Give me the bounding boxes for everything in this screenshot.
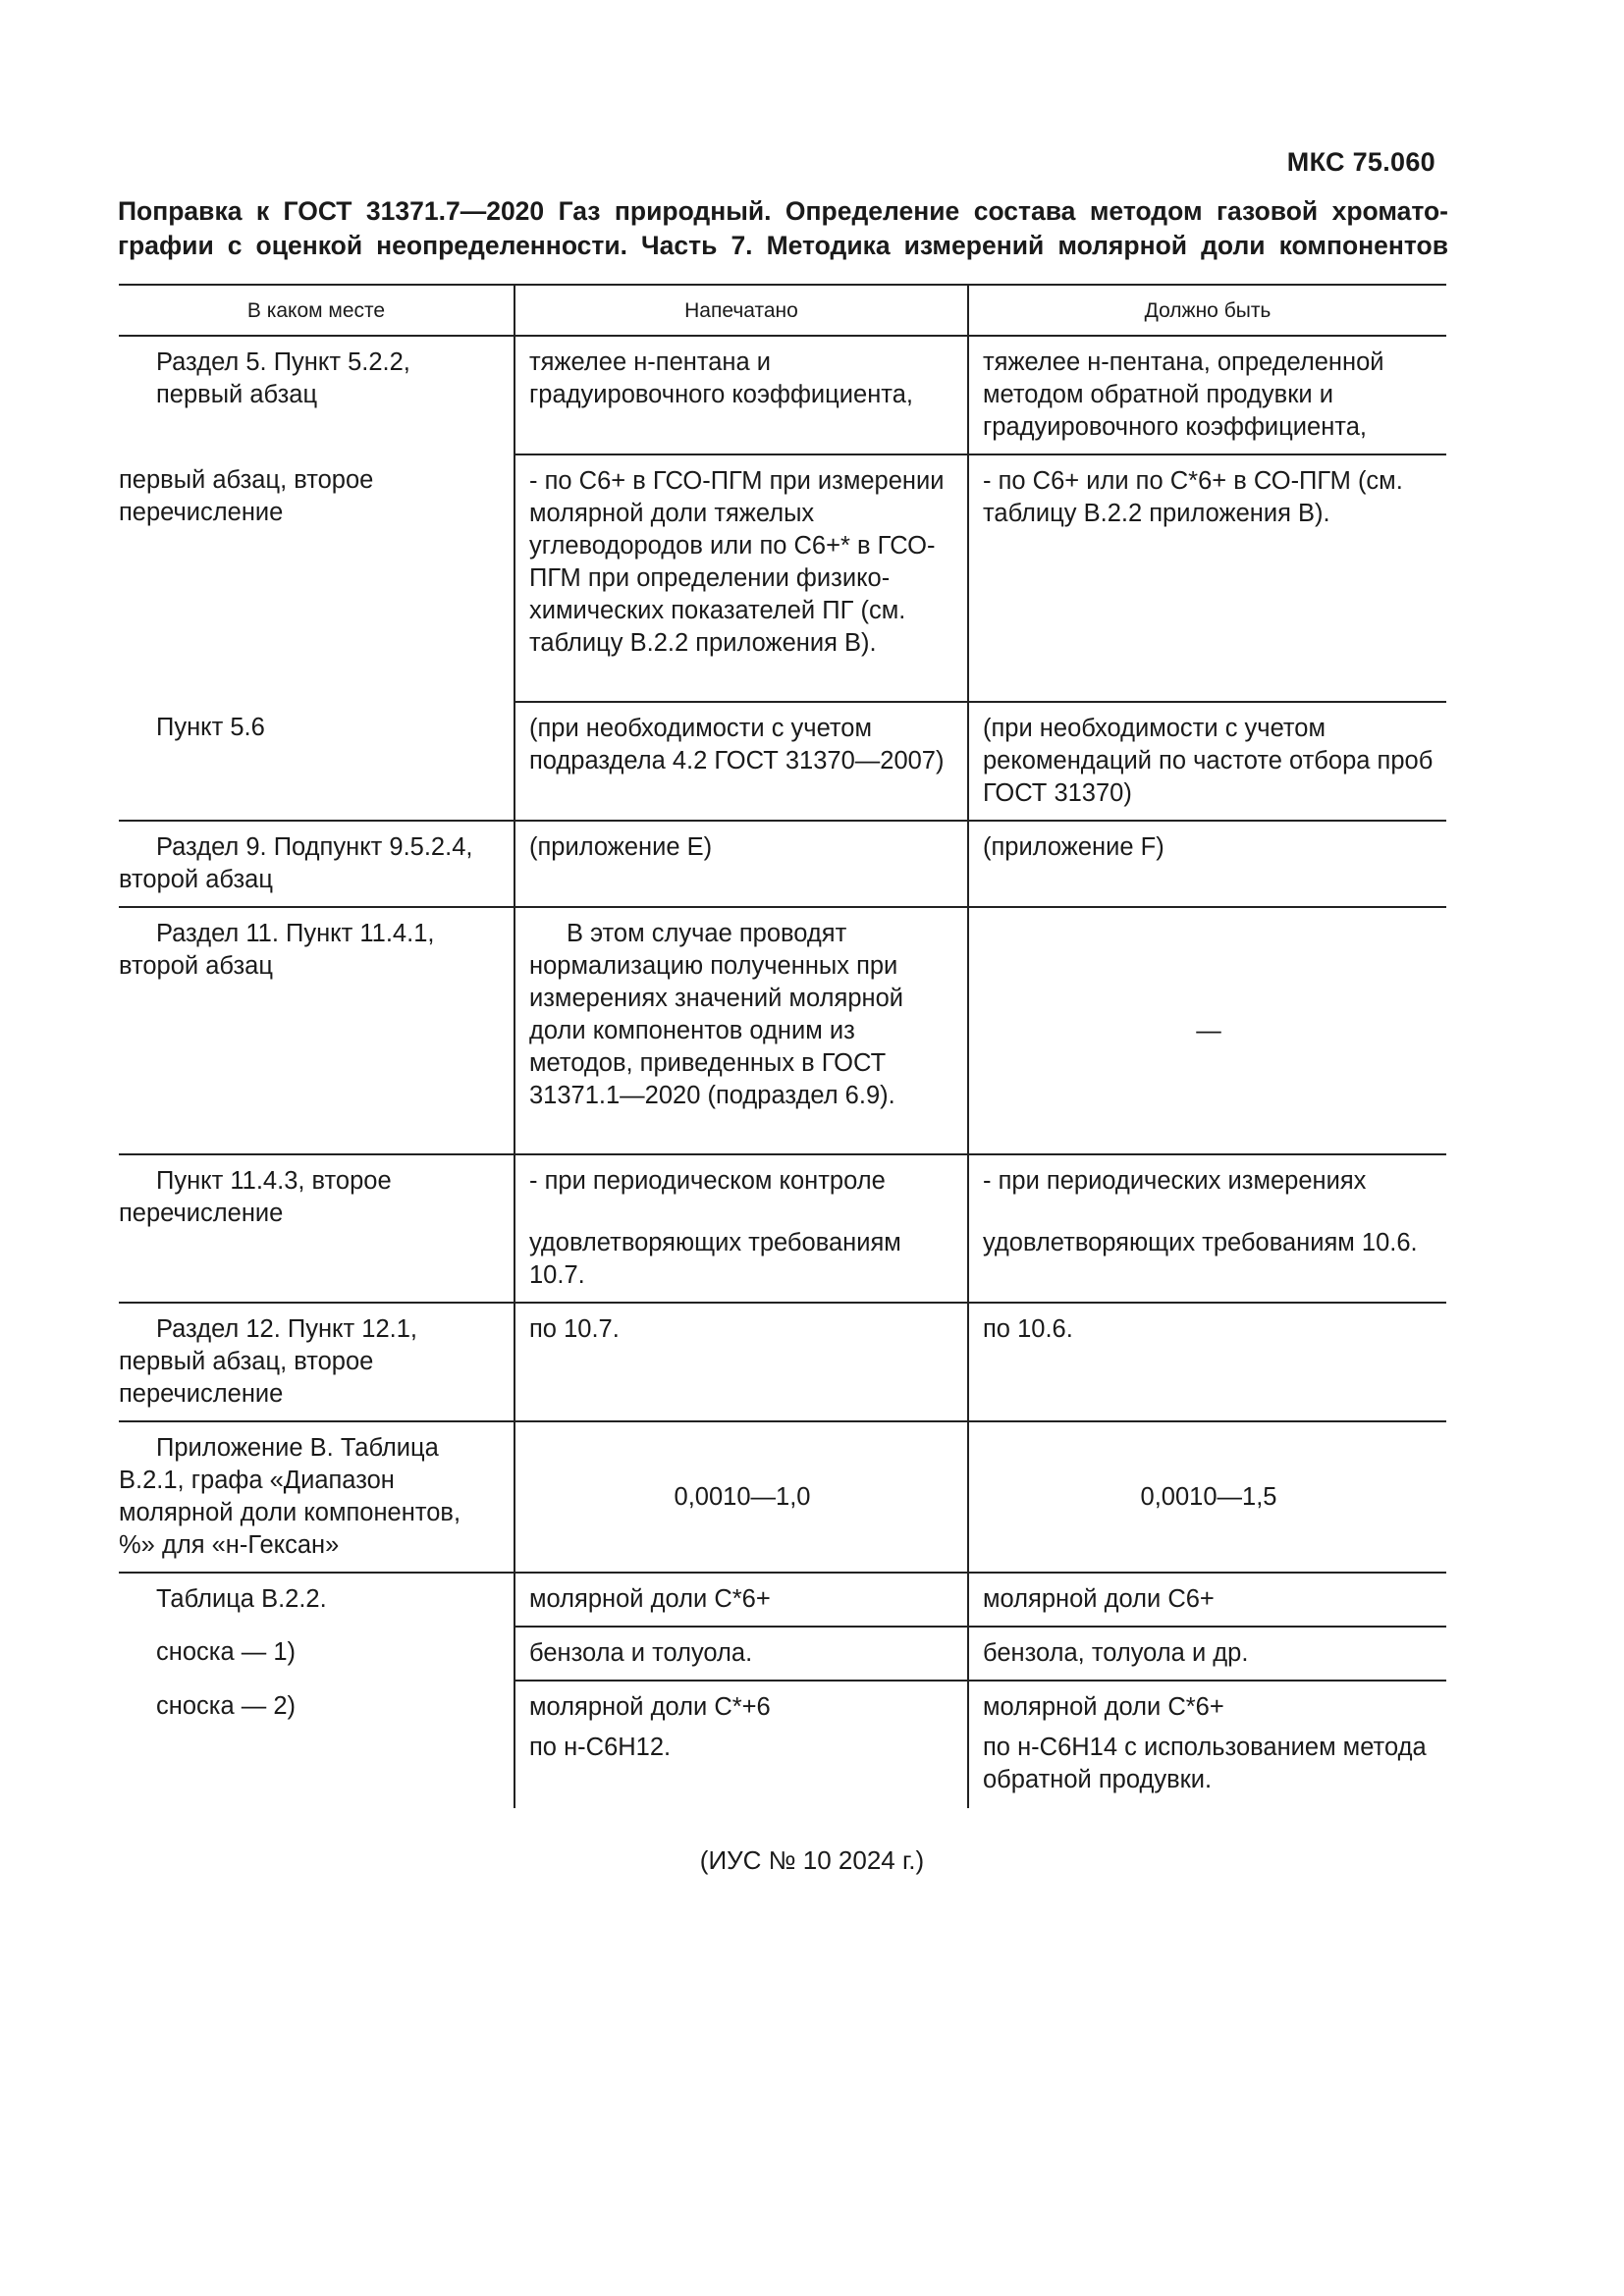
where-text: Раздел 5. Пункт 5.2.2, первый абзац <box>156 348 410 408</box>
printed-text-1: - при периодическом контроле <box>529 1167 886 1195</box>
cell-printed: (при необходимости с учетом подраздела 4.2 ГОСТ 31370—2007) <box>514 702 968 821</box>
cell-should-be: — <box>968 907 1446 1154</box>
table-row <box>119 1627 1446 1681</box>
cell-should-be <box>968 1681 1446 1808</box>
table-row <box>119 336 1446 454</box>
cell-printed <box>514 907 968 1154</box>
where-text: Раздел 11. Пункт 11.4.1, второй абзац <box>119 920 435 980</box>
cell-printed: тяжелее н-пентана и градуировочного коэффициента, <box>514 336 968 454</box>
cell-where: первый абзац, второе перечисление <box>119 466 374 526</box>
table-row <box>119 1303 1446 1421</box>
where-text: Приложение В. Таблица В.2.1, графа «Диапазон молярной доли компонентов, %» для «н-Гексан» <box>119 1434 461 1559</box>
cell-printed: молярной доли С*6+ <box>514 1573 968 1627</box>
where-text: Пункт 11.4.3, второе перечисление <box>119 1167 392 1227</box>
cell-where <box>119 702 514 821</box>
cell-where <box>119 907 514 1154</box>
printed-text-c: молярной доли С*+6 <box>529 1693 771 1721</box>
table-row <box>119 1421 1446 1573</box>
cell-should-be: - по C6+ или по C*6+ в СО-ПГМ (см. таблицу В.2.2 приложения В). <box>968 454 1446 702</box>
printed-text-d: по н-С6Н12. <box>529 1734 672 1761</box>
table-header-row <box>119 285 1446 336</box>
cell-should-be: (при необходимости с учетом рекомендаций по частоте отбора проб ГОСТ 31370) <box>968 702 1446 821</box>
cell-should-be: 0,0010—1,5 <box>968 1421 1446 1573</box>
cell-printed: бензола и толуола. <box>514 1627 968 1681</box>
cell-where <box>119 1627 514 1681</box>
column-header-printed: Напечатано <box>514 285 968 336</box>
mks-code: МКС 75.060 <box>1286 147 1435 177</box>
printed-text-2: удовлетворяющих требованиям 10.7. <box>529 1229 901 1289</box>
cell-should-be <box>968 1154 1446 1303</box>
should-be-text-d: по н-С6Н14 с использованием метода обратной продувки. <box>983 1734 1427 1793</box>
where-text: Раздел 9. Подпункт 9.5.2.4, второй абзац <box>119 833 473 893</box>
title-line-2: графии с оценкой неопределенности. Часть 7. Методика измерений молярной доли компонентов <box>118 231 1448 260</box>
cell-should-be: (приложение F) <box>968 821 1446 907</box>
cell-where <box>119 336 514 454</box>
cell-printed <box>514 1154 968 1303</box>
where-text-a: Таблица В.2.2. <box>156 1585 327 1613</box>
table-row <box>119 454 1446 702</box>
cell-where <box>119 1421 514 1573</box>
cell-printed: 0,0010—1,0 <box>514 1421 968 1573</box>
should-be-text-1: - при периодических измерениях <box>983 1167 1367 1195</box>
cell-where <box>119 1681 514 1808</box>
title-line-1: Поправка к ГОСТ 31371.7—2020 Газ природный. Определение состава методом газовой хромато- <box>118 196 1448 226</box>
cell-printed: по 10.7. <box>514 1303 968 1421</box>
cell-where <box>119 1154 514 1303</box>
where-text-c: сноска — 2) <box>156 1692 297 1720</box>
column-header-should-be: Должно быть <box>968 285 1446 336</box>
where-text-b: сноска — 1) <box>156 1638 297 1666</box>
document-title <box>118 194 1448 263</box>
table-row <box>119 821 1446 907</box>
cell-should-be: бензола, толуола и др. <box>968 1627 1446 1681</box>
corrections-table <box>119 284 1446 1808</box>
cell-where <box>119 1573 514 1627</box>
table-row <box>119 1154 1446 1303</box>
table-row <box>119 907 1446 1154</box>
cell-printed <box>514 1681 968 1808</box>
cell-should-be: тяжелее н-пентана, определенной методом обратной продувки и градуировочного коэффициента, <box>968 336 1446 454</box>
should-be-text-c: молярной доли С*6+ <box>983 1693 1224 1721</box>
table-row <box>119 702 1446 821</box>
cell-should-be: по 10.6. <box>968 1303 1446 1421</box>
cell-where <box>119 821 514 907</box>
cell-printed: (приложение Е) <box>514 821 968 907</box>
table-row <box>119 1573 1446 1627</box>
where-text: Пункт 5.6 <box>156 714 265 741</box>
table-row <box>119 1681 1446 1808</box>
cell-printed: - по C6+ в ГСО-ПГМ при измерении молярной доли тяжелых углеводородов или по C6+* в ГСО-ПГМ при определении физико-химических показателей ПГ (см. таблицу В.2.2 приложения В). <box>514 454 968 702</box>
column-header-where: В каком месте <box>119 285 514 336</box>
printed-text: В этом случае проводят нормализацию полученных при измерениях значений молярной доли компонентов одним из методов, приведенных в ГОСТ 31371.1—2020 (подраздел 6.9). <box>529 920 904 1109</box>
ius-reference: (ИУС № 10 2024 г.) <box>699 1845 925 1875</box>
where-text: Раздел 12. Пункт 12.1, первый абзац, второе перечисление <box>119 1315 417 1408</box>
cell-should-be: молярной доли С6+ <box>968 1573 1446 1627</box>
cell-where <box>119 1303 514 1421</box>
should-be-text-2: удовлетворяющих требованиям 10.6. <box>983 1229 1418 1256</box>
